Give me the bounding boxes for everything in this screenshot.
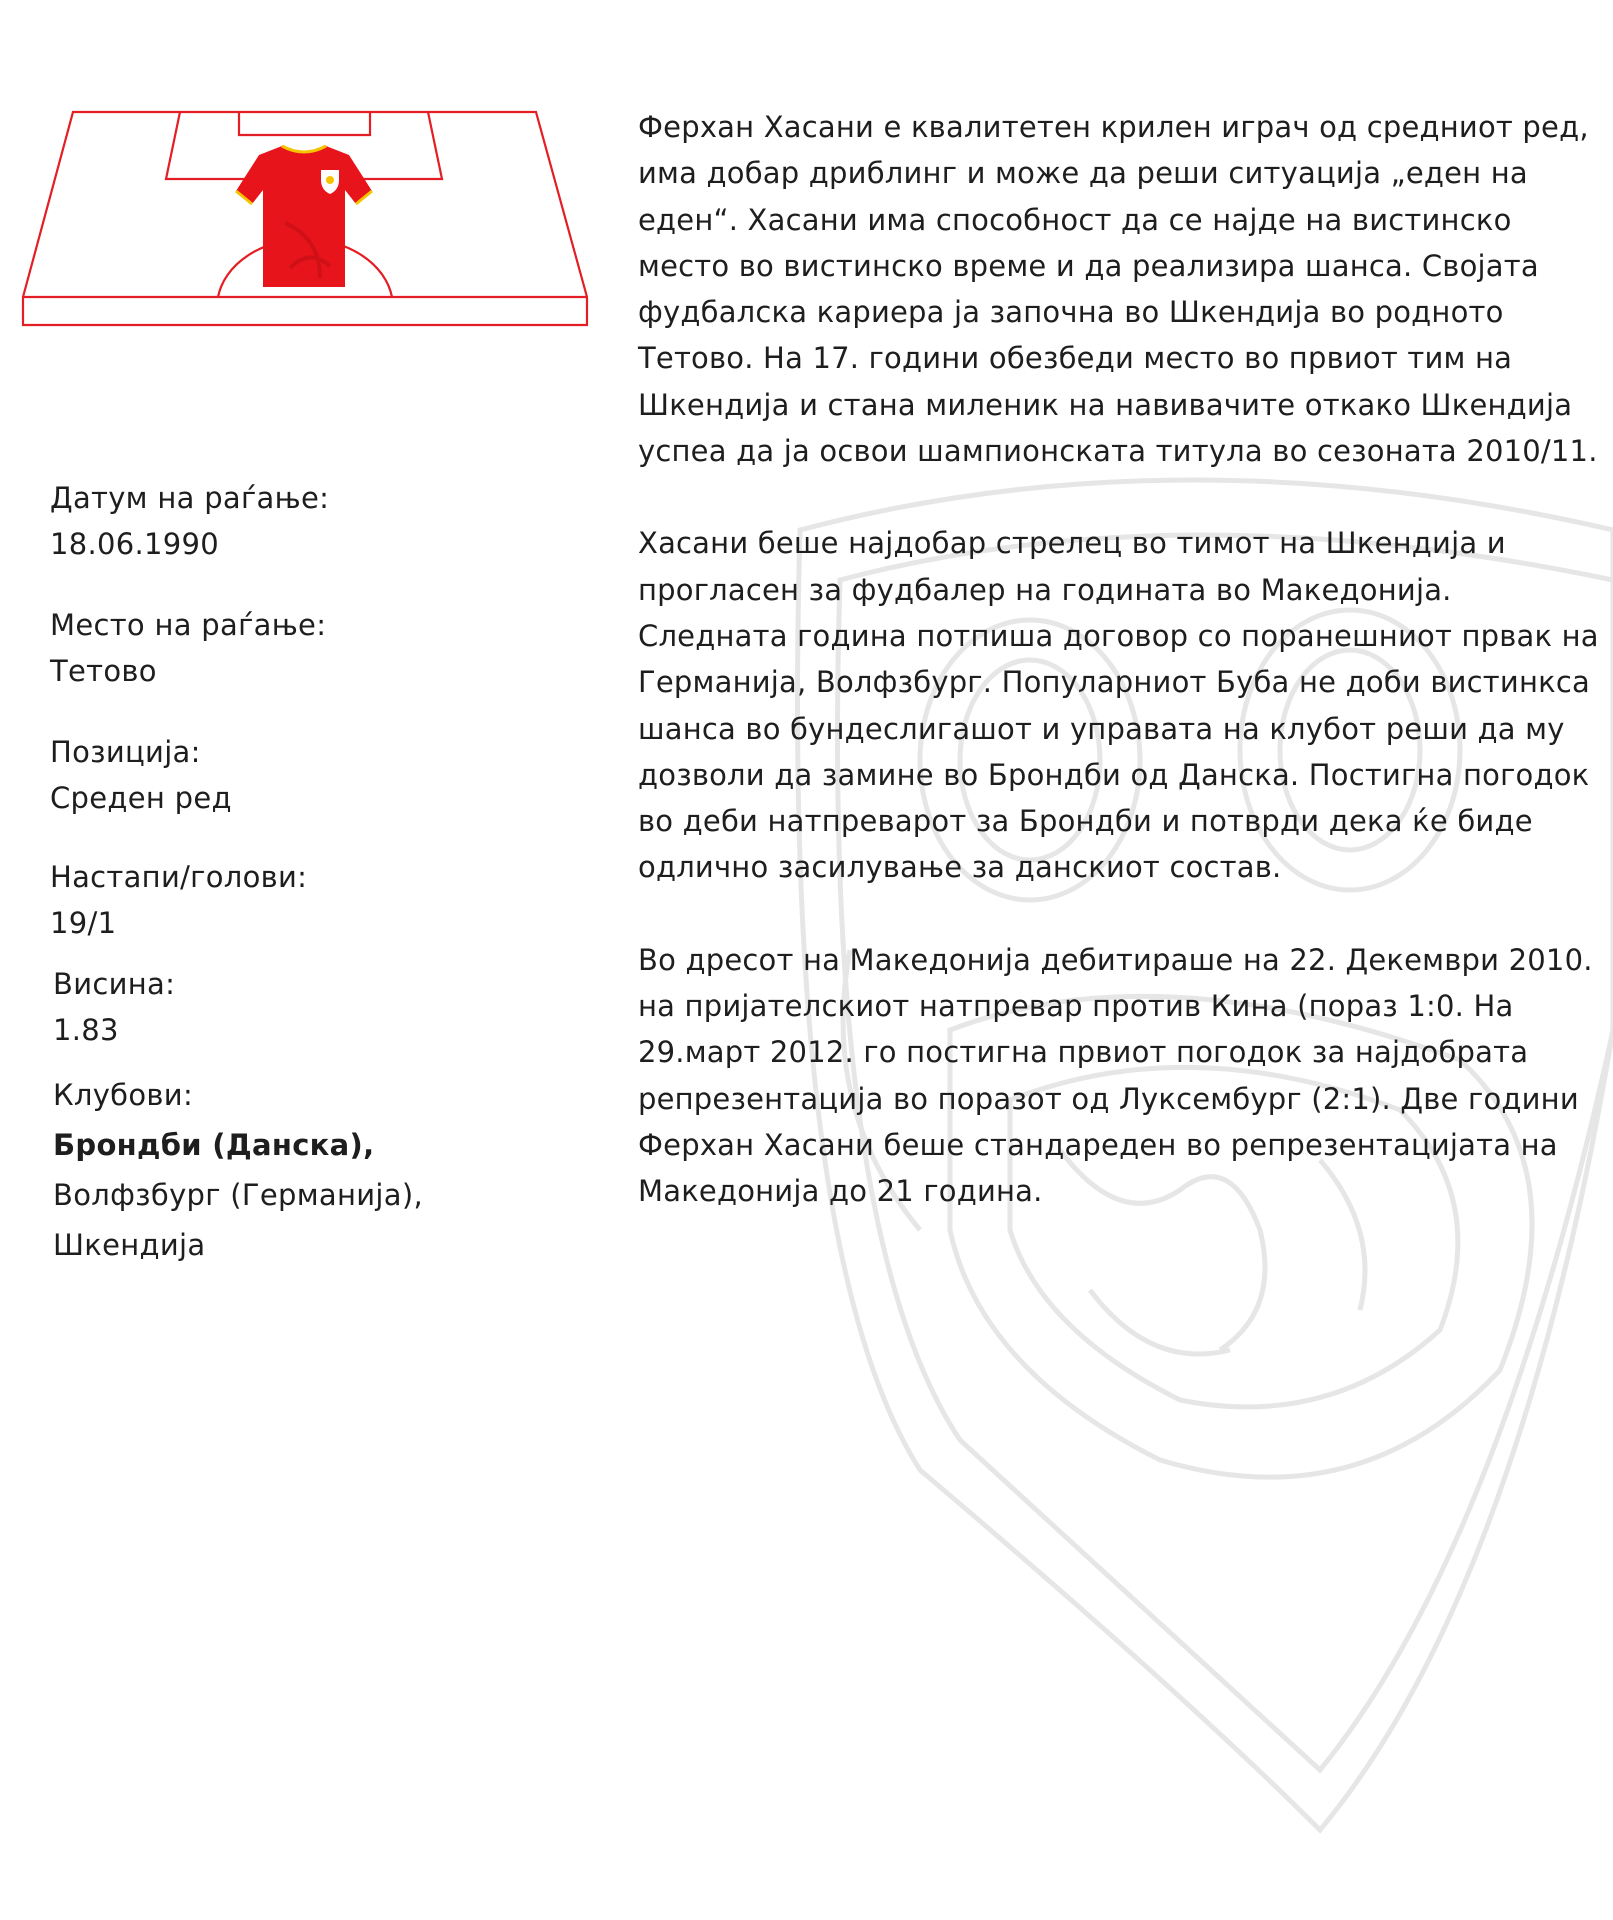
bio-line: одлично засилување за данскиот состав.	[638, 850, 1282, 885]
fact-label: Датум на раѓање:	[50, 481, 330, 515]
fact-birth-date	[50, 475, 329, 567]
bio-line: во деби натпреварот за Брондби и потврди дека ќе биде	[638, 804, 1533, 839]
jersey-icon	[236, 146, 372, 287]
bio-paragraph-transfer	[638, 520, 1599, 890]
bio-line: Во дресот на Македонија дебитираше на 22. Декември 2010.	[638, 942, 1593, 977]
fact-label: Висина:	[53, 967, 176, 1001]
bio-line: дозволи да замине во Брондби од Данска. Постигна погодок	[638, 757, 1590, 792]
club-previous: Шкендија	[53, 1228, 206, 1262]
bio-line: фудбалска кариера ја започна во Шкендија во родното	[638, 295, 1504, 330]
bio-line: Хасани беше најдобар стрелец во тимот на Шкендија и	[638, 526, 1506, 561]
bio-line: место во вистинско време и да реализира шанса. Својата	[638, 248, 1539, 283]
fact-label: Настапи/голови:	[50, 860, 308, 894]
fact-caps-goals	[50, 854, 307, 946]
club-previous: Волфзбург (Германија),	[53, 1178, 423, 1212]
fact-value: Среден ред	[50, 781, 232, 815]
fact-value: 19/1	[50, 906, 117, 940]
club-current: Брондби (Данска),	[53, 1128, 375, 1162]
bio-line: прогласен за фудбалер на годината во Македонија.	[638, 572, 1452, 607]
bio-line: успеа да ја освои шампионската титула во сезоната 2010/11.	[638, 434, 1598, 469]
fact-value: Тетово	[50, 654, 157, 688]
bio-line: 29.март 2012. го постигна првиот погодок за најдобрата	[638, 1035, 1529, 1070]
bio-paragraph-career	[638, 104, 1598, 474]
fact-birth-place	[50, 602, 326, 694]
bio-line: Ферхан Хасани е квалитетен крилен играч од средниот ред,	[638, 110, 1589, 144]
fact-clubs	[53, 1070, 423, 1270]
fact-height	[53, 961, 175, 1053]
clubs-label: Клубови:	[53, 1078, 194, 1112]
goal-area	[239, 112, 370, 135]
bio-line: репрезентација во поразот од Луксембург (2:1). Две години	[638, 1081, 1579, 1116]
bio-line: Ферхан Хасани беше стандареден во репрезентацијата на	[638, 1127, 1558, 1162]
bio-line: на пријателскиот натпревар против Кина (пораз 1:0. На	[638, 989, 1514, 1024]
fact-value: 1.83	[53, 1013, 119, 1047]
fact-label: Место на раѓање:	[50, 608, 327, 642]
bio-line: Тетово. На 17. години обезбеди место во првиот тим на	[638, 341, 1513, 376]
fact-label: Позиција:	[50, 735, 201, 769]
bio-paragraph-national-team	[638, 937, 1593, 1215]
bio-line: Шкендија и стана миленик на навивачите откако Шкендија	[638, 387, 1573, 422]
bio-line: шанса во бундеслигашот и управата на клубот реши да му	[638, 711, 1565, 746]
bio-line: Македонија до 21 година.	[638, 1174, 1043, 1209]
fact-position	[50, 729, 232, 821]
bio-line: Германија, Волфзбург. Популарниот Буба не доби вистинкса	[638, 665, 1590, 700]
fact-value: 18.06.1990	[50, 527, 220, 561]
bio-line: има добар дриблинг и може да реши ситуација „еден на	[638, 156, 1528, 191]
bio-line: Следната година потпиша договор со поранешниот првак на	[638, 618, 1599, 653]
bio-line: еден“. Хасани има способност да се најде на вистинско	[638, 202, 1512, 237]
player-biography	[638, 104, 1599, 1261]
pitch-diagram	[20, 108, 590, 338]
